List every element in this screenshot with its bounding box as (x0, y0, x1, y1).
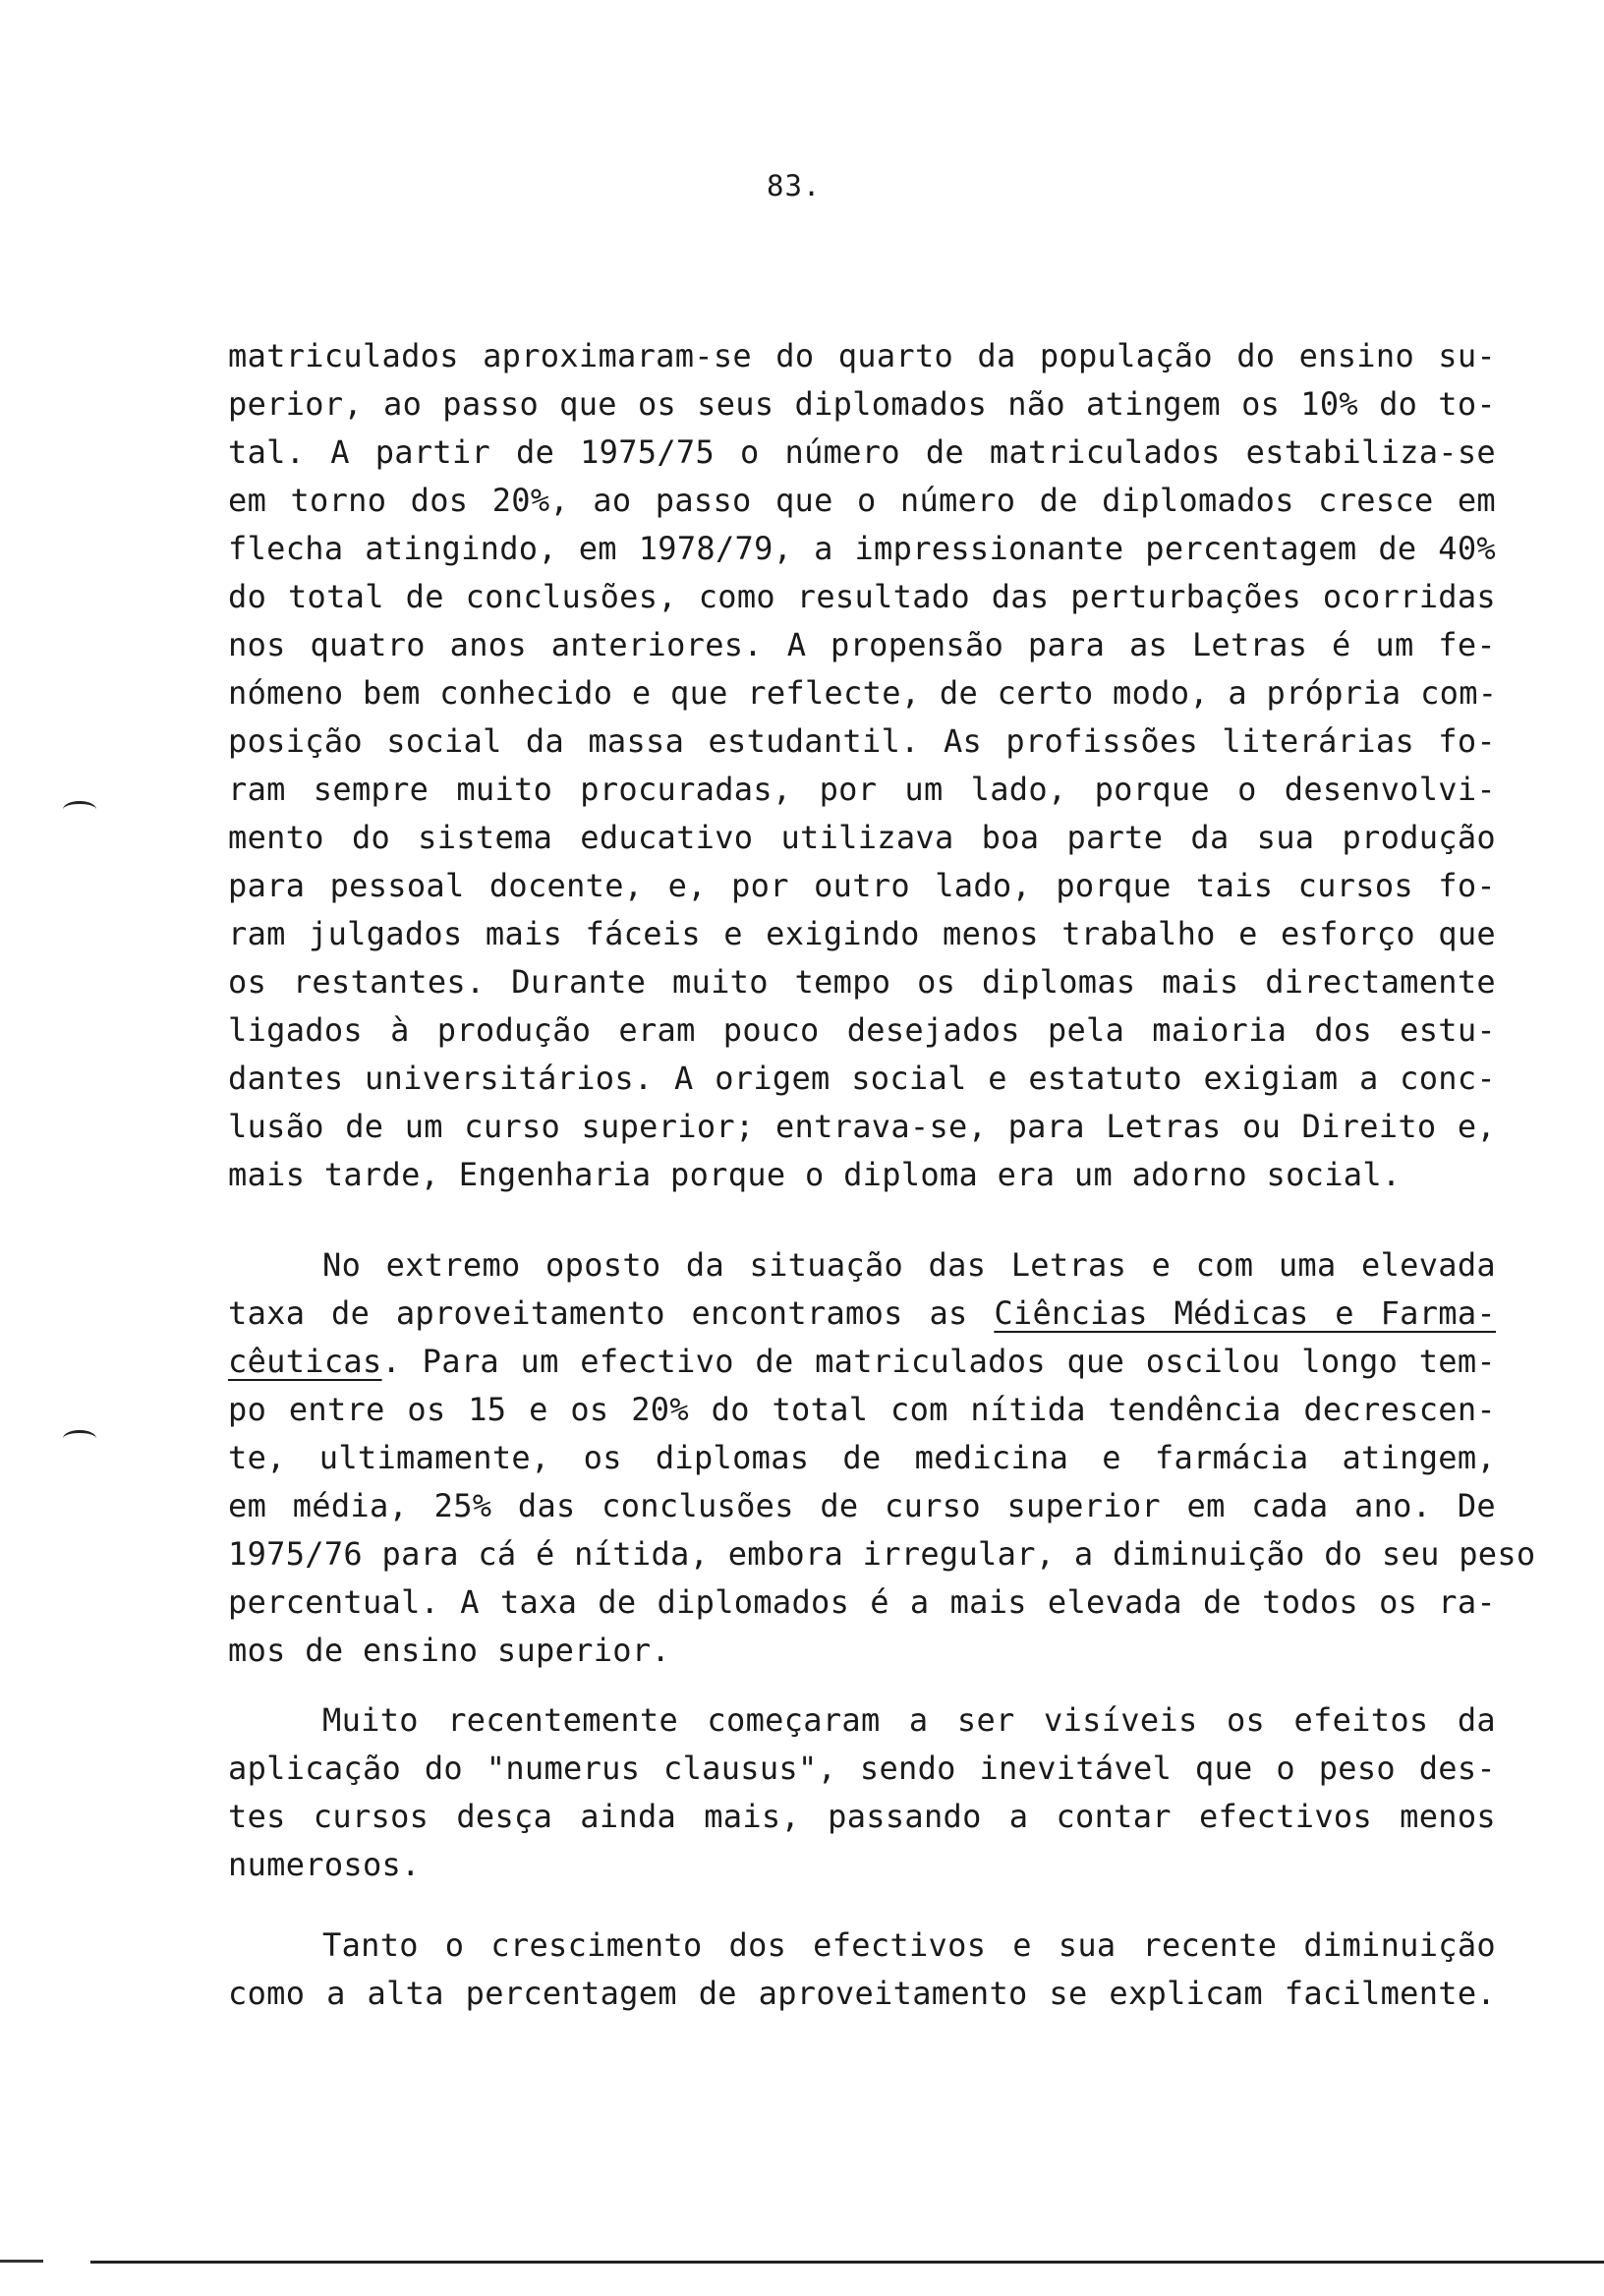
text-line: aplicação do "numerus clausus", sendo inevitável que o peso des- (228, 1750, 1496, 1787)
text-line: perior, ao passo que os seus diplomados não atingem os 10% do to- (228, 385, 1496, 423)
text-line: matriculados aproximaram-se do quarto da população do ensino su- (228, 337, 1496, 374)
text-line: percentual. A taxa de diplomados é a mais elevada de todos os ra- (228, 1583, 1496, 1621)
text-line: ligados à produção eram pouco desejados pela maioria dos estu- (228, 1011, 1496, 1049)
text-line: em torno dos 20%, ao passo que o número de diplomados cresce em (228, 482, 1496, 519)
text-line: posição social da massa estudantil. As profissões literárias fo- (228, 722, 1496, 760)
text-line: tes cursos desça ainda mais, passando a contar efectivos menos (228, 1798, 1496, 1835)
text-line: como a alta percentagem de aproveitamento se explicam facilmente. (228, 1975, 1496, 2012)
paragraph-3 (228, 1696, 1496, 1889)
text-line: ram sempre muito procuradas, por um lado, porque o desenvolvi- (228, 771, 1496, 808)
page-edge-mark (0, 2260, 43, 2263)
text-line: em média, 25% das conclusões de curso superior em cada ano. De (228, 1487, 1496, 1524)
text-line: mos de ensino superior. (228, 1632, 671, 1669)
underlined-term: Ciências Médicas e Farma- (994, 1294, 1496, 1332)
text-line: nómeno bem conhecido e que reflecte, de certo modo, a própria com- (228, 674, 1498, 712)
text-line: dantes universitários. A origem social e estatuto exigiam a conc- (228, 1060, 1496, 1097)
paragraph-2 (228, 1241, 1536, 1675)
text-segment: taxa de aproveitamento encontramos as (228, 1294, 995, 1332)
text-line: para pessoal docente, e, por outro lado, porque tais cursos fo- (228, 867, 1496, 904)
text-line: lusão de um curso superior; entrava-se, para Letras ou Direito e, (228, 1108, 1496, 1145)
text-line (228, 1290, 1496, 1338)
text-line: nos quatro anos anteriores. A propensão para as Letras é um fe- (228, 626, 1496, 663)
text-line: flecha atingindo, em 1978/79, a impressionante percentagem de 40% (228, 530, 1496, 567)
text-line: numerosos. (228, 1846, 421, 1883)
text-line: os restantes. Durante muito tempo os diplomas mais directamente (228, 963, 1496, 1001)
text-line: mento do sistema educativo utilizava boa parte da sua produção (228, 819, 1496, 856)
text-line: tal. A partir de 1975/75 o número de matriculados estabiliza-se (228, 433, 1496, 471)
text-segment: . Para um efectivo de matriculados que oscilou longo tem- (381, 1343, 1496, 1380)
text-line: 1975/76 para cá é nítida, embora irregular, a diminuição do seu peso (228, 1535, 1536, 1573)
text-line: do total de conclusões, como resultado das perturbações ocorridas (228, 578, 1496, 615)
paragraph-4 (228, 1922, 1496, 2018)
text-line: te, ultimamente, os diplomas de medicina e farmácia atingem, (228, 1439, 1496, 1476)
text-line: Tanto o crescimento dos efectivos e sua recente diminuição (322, 1926, 1496, 1964)
page-number: 83. (767, 169, 822, 202)
underlined-term: cêuticas (228, 1343, 382, 1380)
margin-mark (63, 801, 96, 818)
text-line (228, 1338, 1496, 1386)
margin-mark (63, 1430, 96, 1447)
text-line: No extremo oposto da situação das Letras e com uma elevada (322, 1246, 1496, 1284)
text-line: po entre os 15 e os 20% do total com nítida tendência decrescen- (228, 1391, 1496, 1428)
footer-rule (90, 2261, 1604, 2264)
text-line: ram julgados mais fáceis e exigindo menos trabalho e esforço que (228, 915, 1496, 952)
paragraph-1 (228, 332, 1496, 1199)
text-line: Muito recentemente começaram a ser visíveis os efeitos da (322, 1701, 1496, 1739)
text-line: mais tarde, Engenharia porque o diploma era um adorno social. (228, 1156, 1402, 1193)
